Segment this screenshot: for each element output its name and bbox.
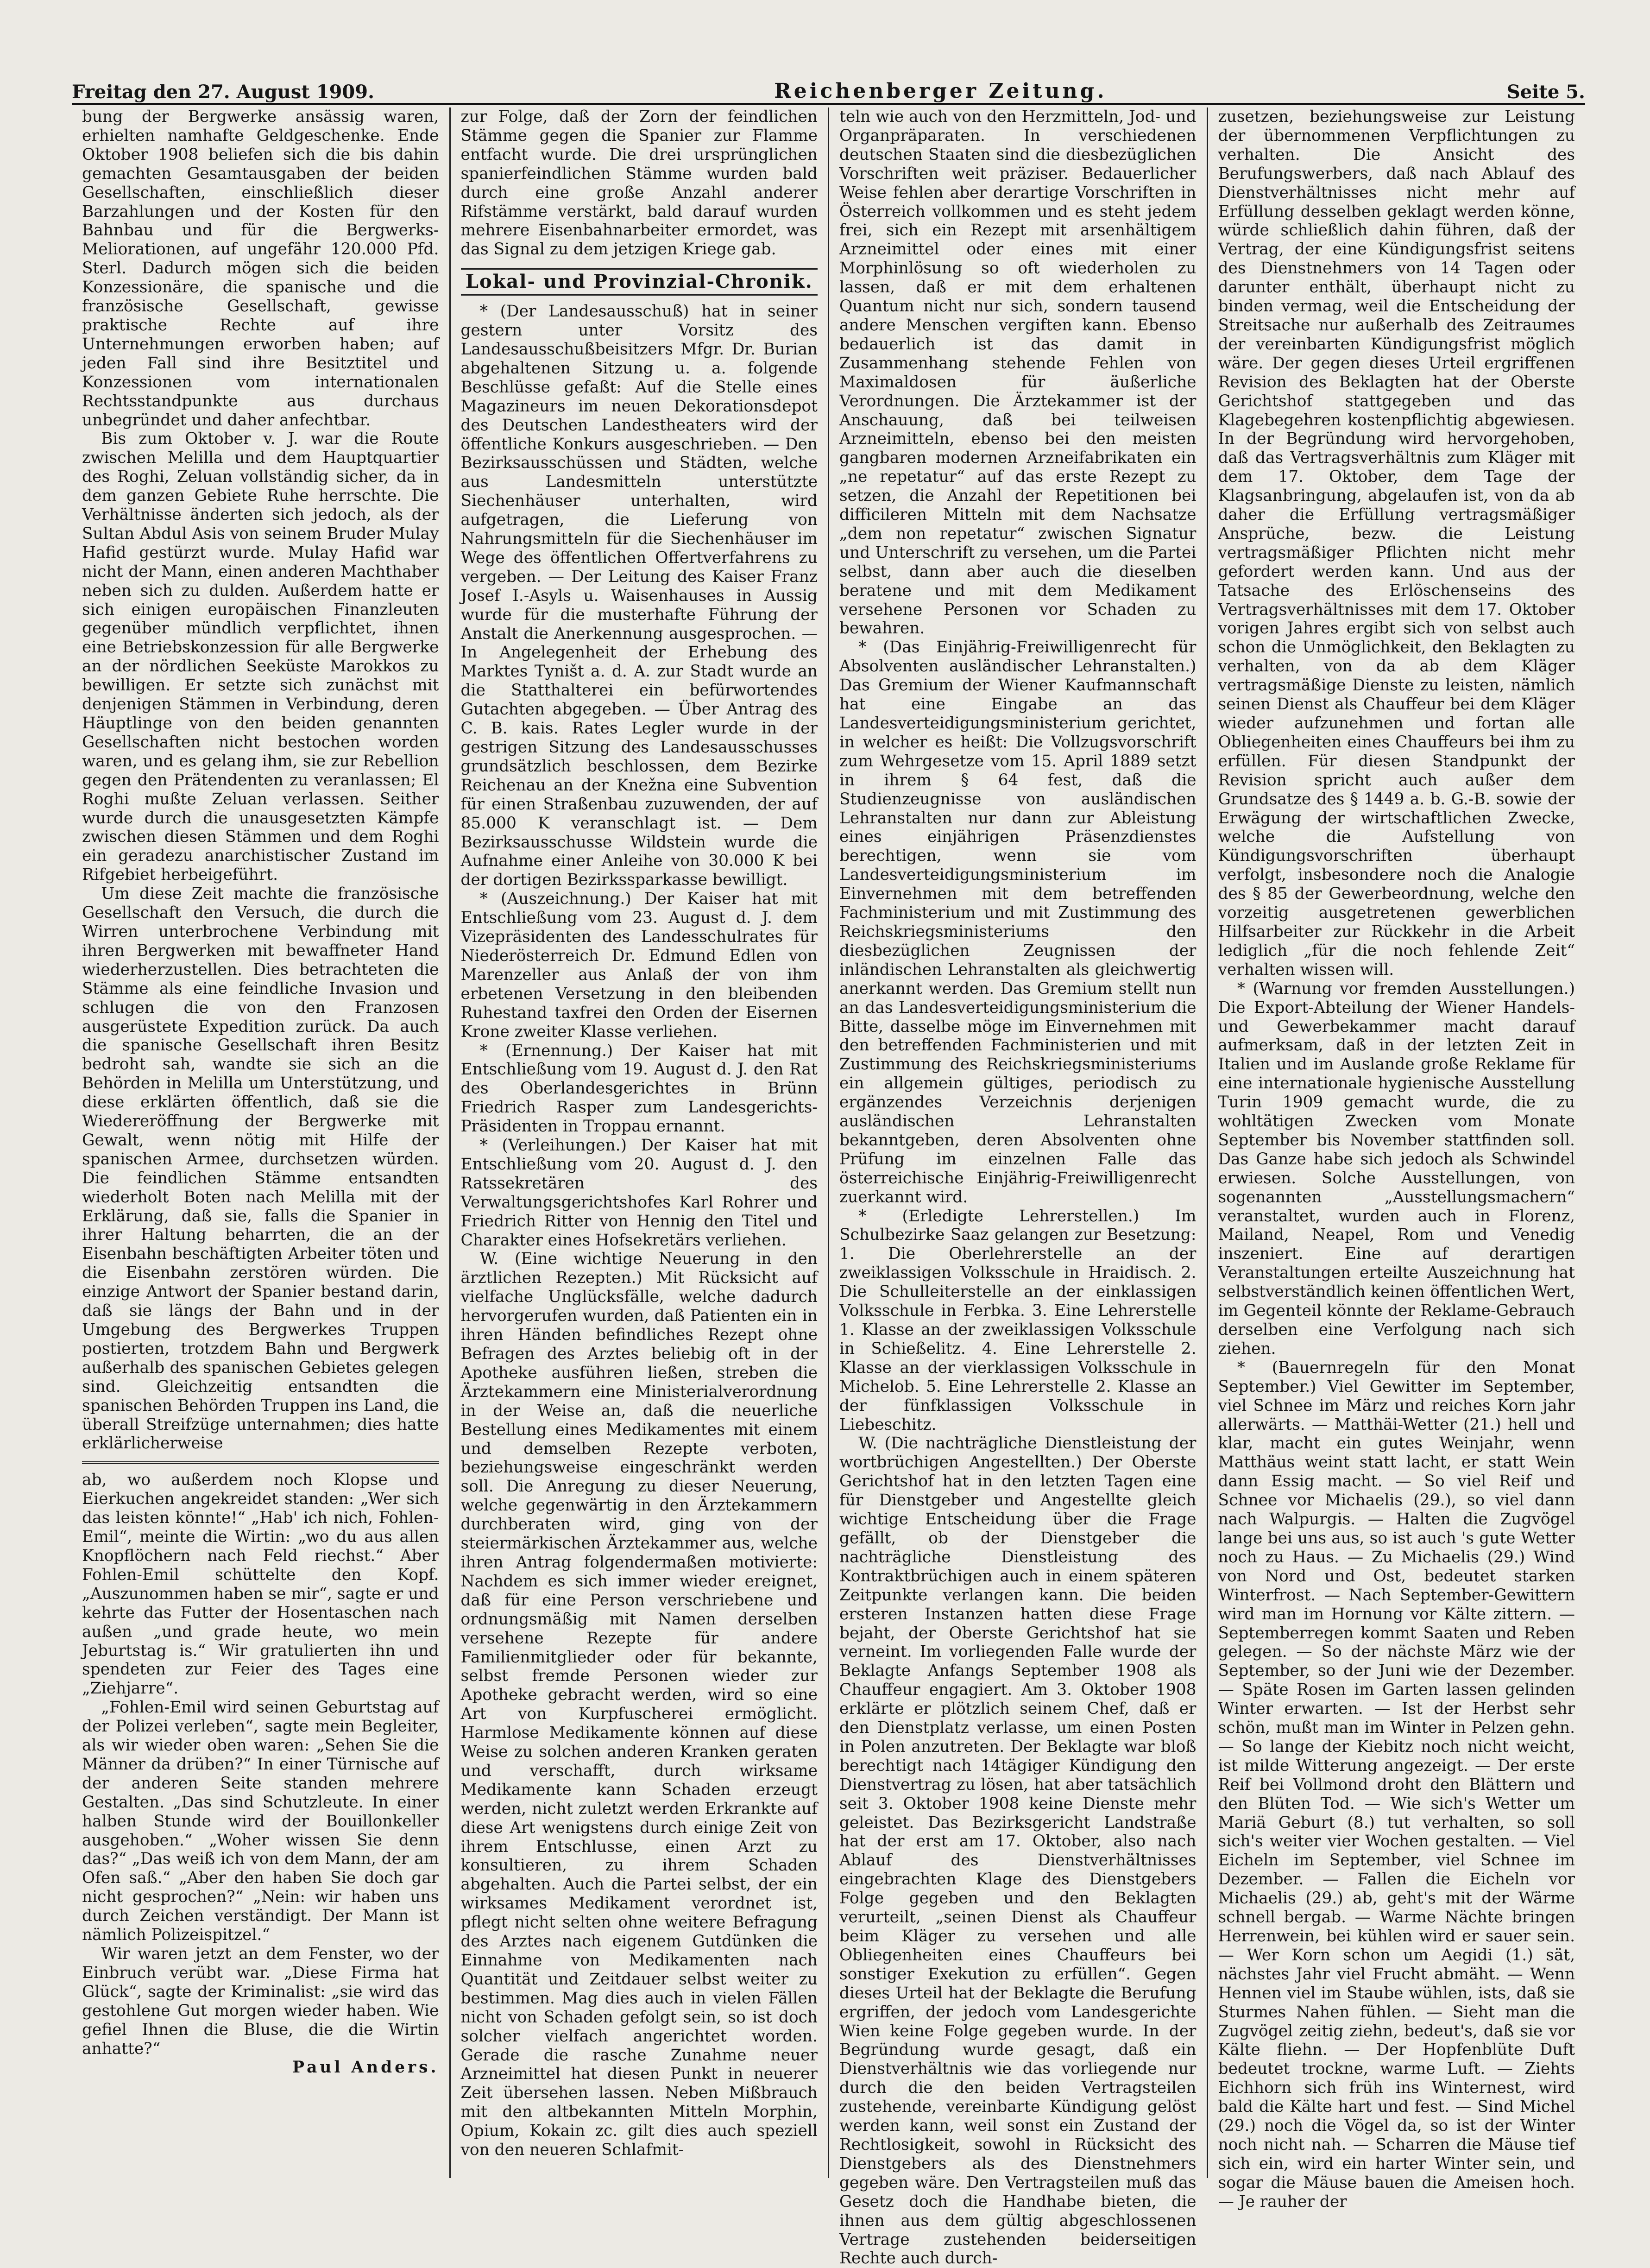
article-paragraph: * (Verleihungen.) Der Kaiser hat mit Entschließung vom 20. August d. J. den Ratssekretären des Verwaltungsgerichtshofes Karl Rohrer und Friedrich Ritter von Hennig den Titel und Charakter eines Hofsekretärs verliehen. xyxy=(460,1136,818,1250)
article-paragraph: bung der Bergwerke ansässig waren, erhielten namhafte Geldgeschenke. Ende Oktober 1908 beliefen sich die bis dahin gemachten Gesamtausgaben der beiden Gesellschaften, einschließlich dieser Barzahlungen und der Kosten für den Bahnbau und für die Bergwerks-Meliorationen, auf ungefähr 120.000 Pfd. Sterl. Dadurch mögen sich die beiden Konzessionäre, die spanische und die französische Gesellschaft, gewisse praktische Rechte auf ihre Unternehmungen erworben haben; auf jeden Fall sind ihre Besitztitel und Konzessionen vom internationalen Rechtsstandpunkte aus durchaus unbegründet und daher anfechtbar. xyxy=(82,107,439,430)
column-3 xyxy=(829,107,1208,2268)
article-paragraph: zusetzen, beziehungsweise zur Leistung der übernommenen Verpflichtungen zu verhalten. Die Ansicht des Berufungswerbers, daß nach Ablauf des Dienstverhältnisses nicht mehr auf Erfüllung desselben geklagt werden könne, würde schließlich dahin führen, daß der Vertrag, der eine Kündigungsfrist seitens des Dienstnehmers von 14 Tagen oder darunter enthält, überhaupt nicht zu binden vermag, weil die Entscheidung der Streitsache nur außerhalb des Zeitraumes der vereinbarten Kündigungsfrist möglich wäre. Der gegen dieses Urteil ergriffenen Revision des Beklagten hat der Oberste Gerichtshof stattgegeben und das Klagebegehren kostenpflichtig abgewiesen. In der Begründung wird hervorgehoben, daß das Vertragsverhältnis zum Kläger mit dem 17. Oktober, dem Tage der Klagsanbringung, abgelaufen ist, von da ab daher die Erfüllung vertragsmäßiger Ansprüche, bezw. die Leistung vertragsmäßiger Pflichten nicht mehr gefordert werden kann. Und aus der Tatsache des Erlöschenseins des Vertragsverhältnisses mit dem 17. Oktober vorigen Jahres ergibt sich von selbst auch schon die Unmöglichkeit, den Beklagten zu verhalten, von da ab dem Kläger vertragsmäßige Dienste zu leisten, nämlich seinen Dienst als Chauffeur bei dem Kläger wieder aufzunehmen und fortan alle Obliegenheiten eines Chauffeurs bei ihm zu erfüllen. Für diesen Standpunkt der Revision spricht auch außer dem Grundsatze des § 1449 a. b. G.-B. sowie der Erwägung der wirtschaftlichen Zwecke, welche die Aufstellung von Kündigungsvorschriften überhaupt verfolgt, insbesondere noch die Analogie des § 85 der Gewerbeordnung, welche den vorzeitig ausgetretenen gewerblichen Hilfsarbeiter zur Rückkehr in die Arbeit lediglich „für die noch fehlende Zeit“ verhalten wissen will. xyxy=(1218,107,1575,979)
article-paragraph: * (Erledigte Lehrerstellen.) Im Schulbezirke Saaz gelangen zur Besetzung: 1. Die Oberlehrerstelle an der zweiklassigen Volksschule in Hraidisch. 2. Die Schulleiterstelle an der einklassigen Volksschule in Ferbka. 3. Eine Lehrerstelle 1. Klasse an der zweiklassigen Volksschule in Schießelitz. 4. Eine Lehrerstelle 2. Klasse an der vierklassigen Volksschule in Michelob. 5. Eine Lehrerstelle 2. Klasse an der fünfklassigen Volksschule in Liebeschitz. xyxy=(839,1207,1197,1434)
feuilleton-divider xyxy=(82,1461,439,1464)
article-paragraph: * (Der Landesausschuß) hat in seiner gestern unter Vorsitz des Landesausschußbeisitzers Mfgr. Dr. Burian abgehaltenen Sitzung u. a. folgende Beschlüsse gefaßt: Auf die Stelle eines Magazineurs im neuen Dekorationsdepot des Deutschen Landestheaters wird der öffentliche Konkurs ausgeschrieben. — Den Bezirksausschüssen und Städten, welche aus Landesmitteln unterstützte Siechenhäuser unterhalten, wird aufgetragen, die Lieferung von Nahrungsmitteln für die Siechenhäuser im Wege des öffentlichen Offertverfahrens zu vergeben. — Der Leitung des Kaiser Franz Josef I.-Asyls u. Waisenhauses in Aussig wurde für die musterhafte Führung der Anstalt die Anerkennung ausgesprochen. — In Angelegenheit der Erhebung des Marktes Tyništ a. d. A. zur Stadt wurde an die Statthalterei ein befürwortendes Gutachten abgegeben. — Über Antrag des C. B. kais. Rates Legler wurde in der gestrigen Sitzung des Landesausschusses grundsätzlich beschlossen, dem Bezirke Reichenau an der Knežna eine Subvention für einen Straßenbau zuzuwenden, der auf 85.000 K veranschlagt ist. — Dem Bezirksausschusse Wildstein wurde die Aufnahme einer Anleihe von 30.000 K bei der dortigen Bezirkssparkasse bewilligt. xyxy=(460,302,818,890)
article-paragraph: W. (Die nachträgliche Dienstleistung der wortbrüchigen Angestellten.) Der Oberste Gerichtshof hat in den letzten Tagen eine für Dienstgeber und Angestellte gleich wichtige Entscheidung über die Frage gefällt, ob der Dienstgeber die nachträgliche Dienstleistung des Kontraktbrüchigen auch in einem späteren Zeitpunkte verlangen kann. Die beiden ersteren Instanzen hatten diese Frage bejaht, der Oberste Gerichtshof hat sie verneint. Im vorliegenden Falle wurde der Beklagte Anfangs September 1908 als Chauffeur engagiert. Am 3. Oktober 1908 erklärte er plötzlich seinem Chef, daß er den Dienstplatz verlasse, um einen Posten in Polen anzutreten. Der Beklagte war bloß berechtigt nach 14tägiger Kündigung den Dienstvertrag zu lösen, hat aber tatsächlich seit 3. Oktober 1908 keine Dienste mehr geleistet. Das Bezirksgericht Landstraße hat der erst am 17. Oktober, also nach Ablauf des Dienstverhältnisses eingebrachten Klage des Dienstgebers Folge gegeben und den Beklagten verurteilt, „seinen Dienst als Chauffeur beim Kläger zu versehen und alle Obliegenheiten eines Chauffeurs bei sonstiger Exekution zu erfüllen“. Gegen dieses Urteil hat der Beklagte die Berufung ergriffen, der jedoch vom Landesgerichte Wien keine Folge gegeben wurde. In der Begründung wurde gesagt, daß ein Dienstverhältnis wie das vorliegende nur durch die den beiden Vertragsteilen zustehende, vereinbarte Kündigung gelöst werden kann, weil sonst ein Zustand der Rechtlosigkeit, sowohl in Rücksicht des Dienstgebers als des Dienstnehmers gegeben wäre. Den Vertragsteilen muß das Gesetz doch die Handhabe bieten, die ihnen aus dem gültig abgeschlossenen Vertrage zustehenden beiderseitigen Rechte auch durch- xyxy=(839,1434,1197,2268)
article-paragraph: * (Ernennung.) Der Kaiser hat mit Entschließung vom 19. August d. J. den Rat des Oberlandesgerichtes in Brünn Friedrich Rasper zum Landesgerichts-Präsidenten in Troppau ernannt. xyxy=(460,1041,818,1136)
article-paragraph: Bis zum Oktober v. J. war die Route zwischen Melilla und dem Hauptquartier des Roghi, Zeluan vollständig sicher, da in dem ganzen Gebiete Ruhe herrschte. Die Verhältnisse änderten sich jedoch, als der Sultan Abdul Asis von seinem Bruder Mulay Hafid gestürzt wurde. Mulay Hafid war nicht der Mann, einen anderen Machthaber neben sich zu dulden. Außerdem hatte er sich einigen europäischen Finanzleuten gegenüber mündlich verpflichtet, ihnen eine Betriebskonzession für alle Bergwerke an der nördlichen Seeküste Marokkos zu bewilligen. Er setzte sich zunächst mit denjenigen Stämmen in Verbindung, deren Häuptlinge von den beiden genannten Gesellschaften nicht bestochen worden waren, und es gelang ihm, sie zur Rebellion gegen den Prätendenten zu veranlassen; El Roghi mußte Zeluan verlassen. Seither wurde durch die unausgesetzten Kämpfe zwischen diesen Stämmen und dem Roghi ein geradezu anarchistischer Zustand im Rifgebiet herbeigeführt. xyxy=(82,430,439,884)
article-paragraph: * (Bauernregeln für den Monat September.) Viel Gewitter im September, viel Schnee im März und reiches Korn jahr allerwärts. — Matthäi-Wetter (21.) hell und klar, macht ein gutes Weinjahr, wenn Matthäus weint statt lacht, er statt Wein dann Essig macht. — So viel Reif und Schnee vor Michaelis (29.), so viel dann nach Walpurgis. — Halten die Zugvögel lange bei uns aus, so ist auch 's gute Wetter noch zu Haus. — Zu Michaelis (29.) Wind von Nord und Ost, bedeutet starken Winterfrost. — Nach September-Gewittern wird man im Hornung vor Kälte zittern. — Septemberregen kommt Saaten und Reben gelegen. — So der nächste März wie der September, so der Juni wie der Dezember. — Späte Rosen im Garten lassen gelinden Winter erwarten. — Ist der Herbst sehr schön, mußt man im Winter in Pelzen gehn. — So lange der Kiebitz noch nicht weicht, ist milde Witterung angezeigt. — Der erste Reif bei Vollmond droht den Blättern und den Blüten Tod. — Wie sich's Wetter um Mariä Geburt (8.) tut verhalten, so soll sich's weiter vier Wochen gestalten. — Viel Eicheln im September, viel Schnee im Dezember. — Fallen die Eicheln vor Michaelis (29.) ab, geht's mit der Wärme schnell bergab. — Warme Nächte bringen Herrenwein, bei kühlen wird er sauer sein. — Wer Korn schon um Aegidi (1.) sät, nächstes Jahr viel Frucht abmäht. — Wenn Hennen viel im Staube wühlen, ists, daß sie Sturmes Nahen fühlen. — Sieht man die Zugvögel zeitig ziehn, bedeut's, daß sie vor Kälte fliehn. — Der Hopfenblüte Duft bedeutet trockne, warme Luft. — Ziehts Eichhorn sich früh ins Winternest, wird bald die Kälte hart und fest. — Sind Michel (29.) noch die Vögel da, so ist der Winter noch nicht nah. — Scharren die Mäuse tief sich ein, wird ein harter Winter sein, und sogar die Mäuse bauen die Ameisen hoch. — Je rauher der xyxy=(1218,1358,1575,2211)
columns xyxy=(72,107,1585,2268)
author-signature: Paul Anders. xyxy=(292,2058,439,2077)
newspaper-masthead: Reichenberger Zeitung. xyxy=(774,79,1107,103)
article-paragraph: Um diese Zeit machte die französische Gesellschaft den Versuch, die durch die Wirren unterbrochene Verbindung mit ihren Bergwerken mit bewaffneter Hand wiederherzustellen. Dies betrachteten die Stämme als eine feindliche Invasion und schlugen die von den Franzosen ausgerüstete Expedition zurück. Da auch die spanische Gesellschaft ihren Besitz bedroht sah, wandte sie sich an die Behörden in Melilla um Unterstützung, und diese erklärten öffentlich, daß sie die Wiedereröffnung der Bergwerke mit Gewalt, wenn nötig mit Hilfe der spanischen Armee, durchsetzen würden. Die feindlichen Stämme entsandten wiederholt Boten nach Melilla mit der Erklärung, daß sie, falls die Spanier in ihrer Haltung beharrten, die an der Eisenbahn beschäftigten Arbeiter töten und die Eisenbahn zerstören würden. Die einzige Antwort der Spanier bestand darin, daß sie längs der Bahn und in der Umgebung des Bergwerkes Truppen postierten, trotzdem Bahn und Bergwerk außerhalb des spanischen Gebietes gelegen sind. Gleichzeitig entsandten die spanischen Behörden Truppen ins Land, die überall Streifzüge unternahmen; dies hatte erklärlicherweise xyxy=(82,884,439,1453)
column-4 xyxy=(1208,107,1586,2211)
page-header xyxy=(72,69,1585,105)
column-2 xyxy=(451,107,830,2178)
article-paragraph: * (Auszeichnung.) Der Kaiser hat mit Entschließung vom 23. August d. J. dem Vizepräsidenten des Landesschulrates für Niederösterreich Dr. Edmund Edlen von Marenzeller aus Anlaß der von ihm erbetenen Versetzung in den bleibenden Ruhestand taxfrei den Orden der Eisernen Krone zweiter Klasse verliehen. xyxy=(460,890,818,1041)
article-paragraph: Wir waren jetzt an dem Fenster, wo der Einbruch verübt war. „Diese Firma hat Glück“, sagte der Kriminalist: „sie wird das gestohlene Gut morgen wieder haben. Wie gefiel Ihnen die Bluse, die die Wirtin anhatte?“ xyxy=(82,1945,439,2058)
header-date: Freitag den 27. August 1909. xyxy=(72,81,374,103)
article-paragraph: W. (Eine wichtige Neuerung in den ärztlichen Rezepten.) Mit Rücksicht auf vielfache Unglücksfälle, welche dadurch hervorgerufen wurden, daß Patienten ein in ihren Händen befindliches Rezept ohne Befragen des Arztes beliebig oft in der Apotheke ausführen ließen, streben die Ärztekammern eine Ministerialverordnung in der Weise an, daß die neuerliche Bestellung eines Medikamentes mit einem und demselben Rezepte verboten, beziehungsweise eingeschränkt werden soll. Die Anregung zu dieser Neuerung, welche gegenwärtig in den Ärztekammern durchberaten wird, ging von der steiermärkischen Ärztekammer aus, welche ihren Antrag folgendermaßen motivierte: Nachdem es sich immer wieder ereignet, daß für eine Person verschriebene und ordnungsmäßig mit Namen derselben versehene Rezepte für andere Familienmitglieder oder für bekannte, selbst fremde Personen wieder zur Apotheke gebracht werden, wird so eine Art von Kurpfuscherei ermöglicht. Harmlose Medikamente können auf diese Weise zu solchen anderen Kranken geraten und verschafft, durch wirksame Medikamente kann Schaden erzeugt werden, nicht zuletzt werden Erkrankte auf diese Art wenigstens durch einige Zeit von ihrem Entschlusse, einen Arzt zu konsultieren, zu ihrem Schaden abgehalten. Auch die Partei selbst, der ein wirksames Medikament verordnet ist, pflegt nicht selten ohne weitere Befragung des Arztes nach eigenem Gutdünken die Einnahme von Medikamenten nach Quantität und Zeitdauer selbst weiter zu bestimmen. Mag dies auch in vielen Fällen nicht von Schaden gefolgt sein, so ist doch solcher vielfach angerichtet worden. Gerade die rasche Zunahme neuer Arzneimittel hat diesen Punkt in neuerer Zeit übersehen lassen. Neben Mißbrauch mit den altbekannten Mitteln Morphin, Opium, Kokain zc. gilt dies auch speziell von den neueren Schlafmit- xyxy=(460,1250,818,2160)
article-paragraph: zur Folge, daß der Zorn der feindlichen Stämme gegen die Spanier zur Flamme entfacht wurde. Die drei ursprünglichen spanierfeindlichen Stämme wurden bald durch eine große Anzahl anderer Rifstämme verstärkt, bald darauf wurden mehrere Eisenbahnarbeiter ermordet, was das Signal zu dem jetzigen Kriege gab. xyxy=(460,107,818,259)
article-paragraph: * (Das Einjährig-Freiwilligenrecht für Absolventen ausländischer Lehranstalten.) Das Gremium der Wiener Kaufmannschaft hat eine Eingabe an das Landesverteidigungsministerium gerichtet, in welcher es heißt: Die Vollzugsvorschrift zum Wehrgesetze vom 15. April 1889 setzt in ihrem § 64 fest, daß die Studienzeugnisse von ausländischen Lehranstalten nur dann zur Ableistung eines einjährigen Präsenzdienstes berechtigen, wenn sie vom Landesverteidigungsministerium im Einvernehmen mit dem betreffenden Fachministerium und mit Zustimmung des Reichskriegsministeriums den diesbezüglichen Zeugnissen der inländischen Lehranstalten als gleichwertig anerkannt werden. Das Gremium stellt nun an das Landesverteidigungsministerium die Bitte, dasselbe möge im Einvernehmen mit den betreffenden Fachministerien und mit Zustimmung des Reichskriegsministeriums ein allgemein gültiges, periodisch zu ergänzendes Verzeichnis derjenigen ausländischen Lehranstalten bekanntgeben, deren Absolventen ohne Prüfung im einzelnen Falle das österreichische Einjährig-Freiwilligenrecht zuerkannt wird. xyxy=(839,638,1197,1207)
page-number: Seite 5. xyxy=(1506,81,1585,103)
article-paragraph: * (Warnung vor fremden Ausstellungen.) Die Export-Abteilung der Wiener Handels- und Gewerbekammer macht darauf aufmerksam, daß in der letzten Zeit in Italien und im Auslande große Reklame für eine internationale hygienische Ausstellung Turin 1909 gemacht wurde, die zu wohltätigen Zwecken vom Monate September bis November stattfinden soll. Das Ganze habe sich jedoch als Schwindel erwiesen. Solche Ausstellungen, von sogenannten „Ausstellungsmachern“ veranstaltet, wurden auch in Florenz, Mailand, Neapel, Rom und Venedig inszeniert. Eine auf derartigen Veranstaltungen erteilte Auszeichnung hat selbstverständlich keinen öffentlichen Wert, im Gegenteil könnte der Reklame-Gebrauch derselben eine Verfolgung nach sich ziehen. xyxy=(1218,979,1575,1358)
article-paragraph: teln wie auch von den Herzmitteln, Jod- und Organpräparaten. In verschiedenen deutschen Staaten sind die diesbezüglichen Vorschriften weit präziser. Bedauerlicher Weise fehlen aber derartige Vorschriften in Österreich vollkommen und es steht jedem frei, sich ein Rezept mit arsenhältigem Arzneimittel oder eines mit einer Morphinlösung so oft wiederholen zu lassen, daß er mit dem erhaltenen Quantum nicht nur sich, sondern tausend andere Menschen vergiften kann. Ebenso bedauerlich ist das damit in Zusammenhang stehende Fehlen von Maximaldosen für äußerliche Verordnungen. Die Ärztekammer ist der Anschauung, daß bei teilweisen Arzneimitteln, ebenso bei den meisten gangbaren modernen Arzneifabrikaten ein „ne repetatur“ auf das erste Rezept zu setzen, die Anzahl der Repetitionen bei difficileren Mitteln mit dem Nachsatze „dem non repetatur“ zwischen Signatur und Unterschrift zu versehen, um die Partei selbst, dann aber auch die dieselben beratene und mit dem Medikament versehene Personen vor Schaden zu bewahren. xyxy=(839,107,1197,638)
column-1 xyxy=(72,107,451,2178)
section-title: Lokal- und Provinzial-Chronik. xyxy=(461,268,818,296)
article-paragraph: „Fohlen-Emil wird seinen Geburtstag auf der Polizei verleben“, sagte mein Begleiter, als wir wieder oben waren: „Sehen Sie die Männer da drüben?“ In einer Türnische auf der anderen Seite standen mehrere Gestalten. „Das sind Schutzleute. In einer halben Stunde wird der Bouillonkeller ausgehoben.“ „Woher wissen Sie denn das?“ „Das weiß ich von dem Mann, der am Ofen saß.“ „Aber den haben Sie doch gar nicht gesprochen?“ „Nein: wir haben uns durch Zeichen verständigt. Der Mann ist nämlich Polizeispitzel.“ xyxy=(82,1698,439,1945)
article-paragraph: ab, wo außerdem noch Klopse und Eierkuchen angekreidet standen: „Wer sich das leisten könnte!“ „Hab' ich nich, Fohlen-Emil“, meinte die Wirtin: „wo du aus allen Knopflöchern nach Feld riechst.“ Aber Fohlen-Emil schüttelte den Kopf. „Auszunommen haben se mir“, sagte er und kehrte das Futter der Hosentaschen nach außen „und grade heute, wo mein Jeburtstag is.“ Wir gratulierten ihn und spendeten zur Feier des Tages eine „Ziehjarre“. xyxy=(82,1471,439,1698)
